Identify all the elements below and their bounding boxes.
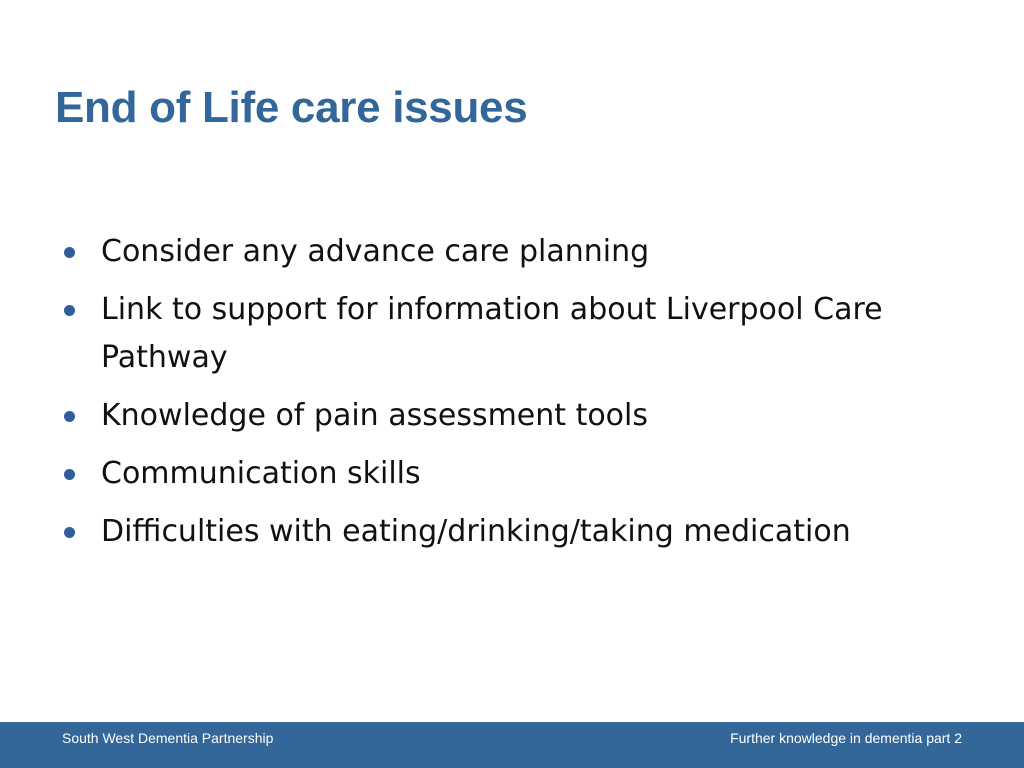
bullet-item xyxy=(60,286,960,382)
bullet-item xyxy=(60,508,960,556)
bullet-text: Link to support for information about Liverpool Care Pathway xyxy=(101,292,883,375)
bullet-text: Knowledge of pain assessment tools xyxy=(101,398,649,433)
footer-organization: South West Dementia Partnership xyxy=(62,730,274,746)
footer-presentation-title: Further knowledge in dementia part 2 xyxy=(730,730,962,746)
footer-bar xyxy=(0,722,1024,768)
bullet-item xyxy=(60,228,960,276)
bullet-list xyxy=(60,228,960,566)
bullet-item xyxy=(60,450,960,498)
bullet-text: Difficulties with eating/drinking/taking medication xyxy=(101,514,851,549)
bullet-dot-icon xyxy=(64,469,75,480)
bullet-dot-icon xyxy=(64,411,75,422)
slide-title: End of Life care issues xyxy=(55,83,528,132)
bullet-text: Consider any advance care planning xyxy=(101,234,650,269)
bullet-text: Communication skills xyxy=(101,456,421,491)
bullet-dot-icon xyxy=(64,305,75,316)
bullet-dot-icon xyxy=(64,247,75,258)
bullet-dot-icon xyxy=(64,527,75,538)
bullet-item xyxy=(60,392,960,440)
